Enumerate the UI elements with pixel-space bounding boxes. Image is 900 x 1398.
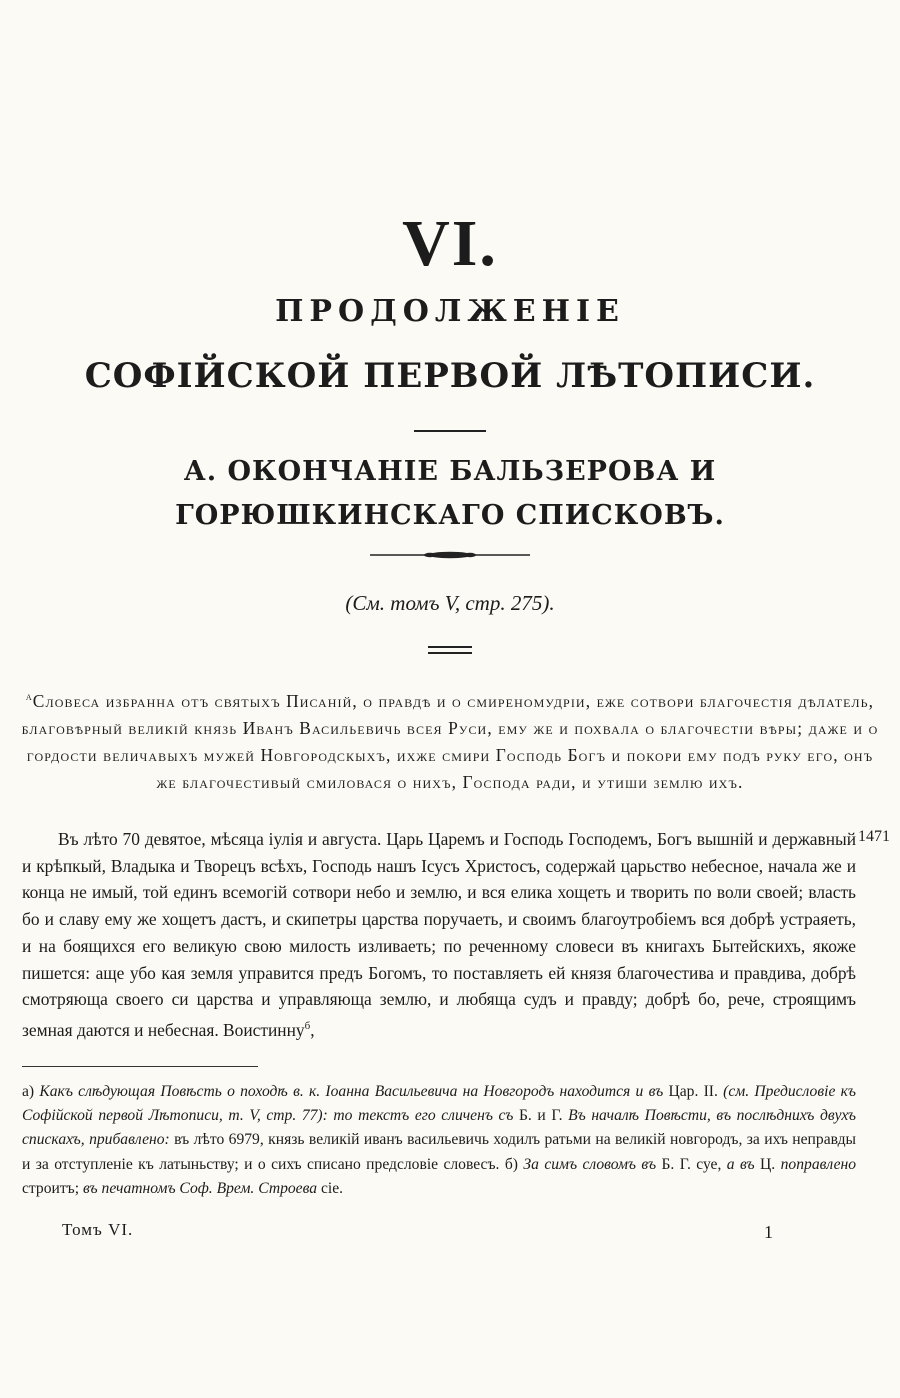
cross-reference: (См. томъ V, стр. 275). [345, 591, 555, 615]
volume-label: Томъ VI. [62, 1220, 134, 1239]
footnote-b-italic-3: поправлено [780, 1155, 857, 1173]
preface-text [18, 684, 882, 796]
title-divider [414, 430, 486, 432]
footnote-b-text-4: сіе. [320, 1179, 344, 1197]
main-paragraph-end: , [310, 1019, 315, 1040]
footnotes [22, 1080, 856, 1201]
footnote-b-label: б) [504, 1155, 518, 1173]
double-rule-divider [428, 646, 472, 654]
main-footnote-marker: б [304, 1019, 311, 1032]
main-paragraph [22, 826, 856, 1043]
margin-year: 1471 [858, 828, 890, 845]
section-subtitle: А. ОКОНЧАНІЕ БАЛЬЗЕРОВА И ГОРЮШКИНСКАГО СПИСКОВЪ. [175, 456, 725, 531]
preface-body: Словеса избранна отъ святыхъ Писаній, о правдѣ и о смиреномудріи, еже сотвори благочестія дѣлатель, благовѣрный великій князь Иванъ Васильевичь всея Руси, ему же и похвала о благочестіи вѣры; даже и о гордости величавыхъ мужей Новгородскыхъ, ихже смири Господь Богъ и покори ему подъ руку его, онъ же благочестивый смиловася о нихъ, Господа ради, и утиши землю ихъ. [21, 690, 879, 792]
footnote-a-italic-3: Въ началѣ Повѣсти, въ послѣднихъ двухъ спискахъ, прибавлено: [22, 1107, 856, 1149]
footnote-a-text-1: Цар. II. [668, 1083, 718, 1100]
main-paragraph-body: Въ лѣто 70 девятое, мѣсяца іулія и августа. Царь Царемъ и Господь Господемъ, Богъ вышній и державный и крѣпкый, Владыка и Творецъ всѣхъ, Господь нашъ Ісусъ Христосъ, содержай царьство небесное, начала же и конца не имый, той единъ всемогій сотвори небо и землю, и вся елика хощеть и творить по воли своей; власть бо и славу ему же хощетъ дастъ, и скипетры царства поручаеть, и своимъ благоутробіемъ вся добрѣ устраяеть, и на боящихся его великую свою милость изливаеть; по реченному словеси въ книгахъ Бытейскихъ, якоже пишется: аще убо кая земля управится предъ Богомъ, то поставляеть ей князя благочестива и правдива, добрѣ смотряюща своего си царства и управляюща землю, и любяща судъ и правду; добрѣ бо, рече, строящимъ земная даются и небесная. Воистинну [22, 829, 856, 1040]
footnote-rule [22, 1066, 258, 1067]
footnote-a-label: а) [22, 1083, 35, 1100]
footnote-a-italic-2: (см. Предисловіе къ Софійской первой Лѣтописи, т. V, стр. 77): то текстъ его сличенъ съ [22, 1083, 857, 1125]
footnote-b-italic-4: въ печатномъ Соф. Врем. Строева [82, 1179, 318, 1197]
footnote-b-text-3: строитъ; [22, 1179, 80, 1197]
footnote-b-italic-2: а въ [726, 1155, 755, 1173]
footnote-b-text-1: Б. Г. суе, [661, 1155, 722, 1173]
page-number: 1 [764, 1222, 773, 1242]
preface-footnote-marker: а [25, 691, 33, 703]
title-line-2: СОФІЙСКОЙ ПЕРВОЙ ЛѢТОПИСИ. [84, 356, 816, 396]
title-line-1: ПРОДОЛЖЕНІЕ [275, 294, 625, 329]
ornament-divider [370, 548, 530, 562]
footnote-b-text-2: Ц. [760, 1155, 776, 1173]
footnote-b-italic-1: За симъ словомъ въ [523, 1155, 657, 1173]
footnote-a-italic-1: Какъ слѣдующая Повѣсть о походѣ в. к. Іоанна Васильевича на Новгородъ находится и въ [39, 1083, 664, 1100]
footnote-a-text-2: Б. и Г. [518, 1107, 563, 1125]
footnote-a-text-3: въ лѣто 6979, князь великій иванъ васильевичь ходилъ ратьми на великій новгородъ, за ихъ неправды и за отступленіе къ латыньству; и о сихъ списано предсловіе словесъ. [22, 1131, 857, 1173]
part-number: VI. [402, 207, 498, 280]
